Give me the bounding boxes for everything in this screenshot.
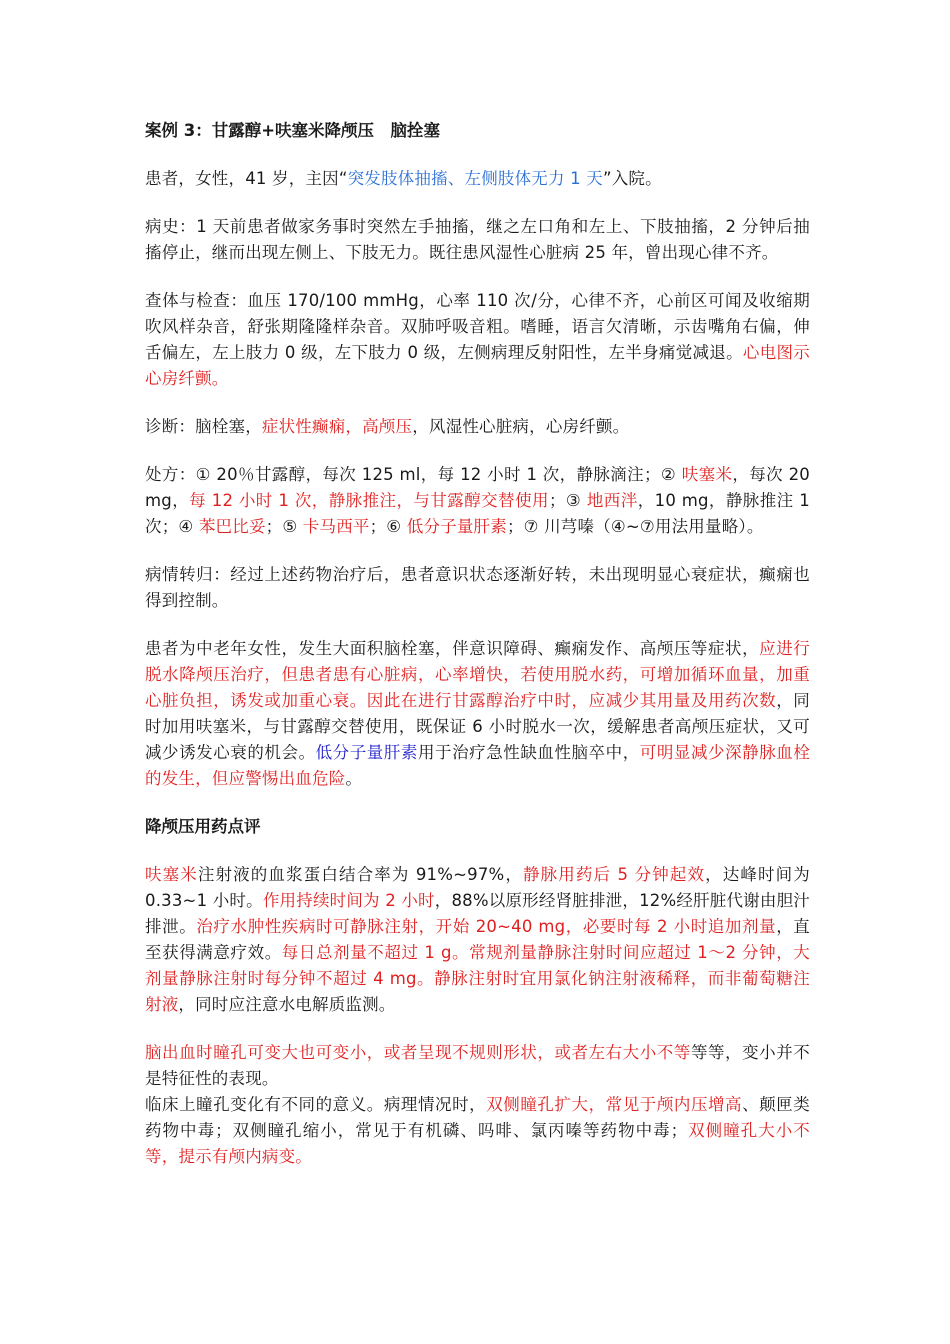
furosemide-text-5: ，同时应注意水电解质监测。 — [178, 995, 396, 1014]
history-paragraph: 病史：1 天前患者做家务事时突然左手抽搐，继之左口角和左上、下肢抽搐，2 分钟后抽搐停止，继而出现左侧上、下肢无力。既往患风湿性心脏病 25 年，曾出现心律不齐。 — [145, 217, 810, 262]
chief-complaint: 突发肢体抽搐、左侧肢体无力 1 天 — [347, 169, 603, 188]
analysis-paragraph — [145, 636, 810, 792]
patient-line — [145, 166, 810, 192]
rx-text-3: ；③ — [548, 491, 587, 510]
document-body — [145, 118, 810, 1192]
furosemide-name: 呋塞米 — [145, 865, 198, 884]
analysis-text-1: 患者为中老年女性，发生大面积脑栓塞，伴意识障碍、癫痫发作、高颅压等症状， — [145, 639, 760, 658]
diagnosis-paragraph — [145, 414, 810, 440]
rx-text-7: ；⑦ 川芎嗪（④~⑦用法用量略）。 — [506, 517, 764, 536]
furosemide-limits: 每日总剂量不超过 1 g。常规剂量静脉注射时间应超过 1～2 分钟，大剂量静脉注射时每分钟不超过 4 mg。静脉注射时宜用氯化钠注射液稀释，而非葡萄糖注射液 — [145, 943, 810, 1014]
rx-text-6: ；⑥ — [369, 517, 407, 536]
diagnosis-highlight: 症状性癫痫，高颅压 — [261, 417, 413, 436]
furosemide-text-4: ，直至获得满意疗效。 — [145, 917, 810, 962]
rx-text-5: ；⑤ — [265, 517, 303, 536]
prescription-paragraph — [145, 462, 810, 540]
furosemide-paragraph — [145, 862, 810, 1018]
furosemide-text-2: ，达峰时间为 0.33~1 小时。 — [145, 865, 810, 910]
patient-line-end: ”入院。 — [602, 169, 662, 188]
patient-line-text: 患者，女性，41 岁，主因“ — [145, 169, 348, 188]
case-title: 案例 3：甘露醇+呋塞米降颅压 脑拴塞 — [145, 121, 441, 140]
furosemide-dosing: 治疗水肿性疾病时可静脉注射，开始 20~40 mg，必要时每 2 小时追加剂量 — [196, 917, 777, 936]
analysis-highlight-2: 可明显减少深静脉血栓的发生，但应警惕出血危险 — [145, 743, 811, 788]
pupil-paragraph-1 — [145, 1040, 810, 1092]
rx-text-4: ，10 mg，静脉推注 1 次；④ — [145, 491, 811, 536]
exam-paragraph — [145, 288, 810, 392]
rx-drug-phenobarbital: 苯巴比妥 — [198, 517, 266, 536]
analysis-text-3: 用于治疗急性缺血性脑卒中， — [417, 743, 640, 762]
diagnosis-rest: ，风湿性心脏病，心房纤颤。 — [412, 417, 630, 436]
pupil-paragraph-2 — [145, 1092, 810, 1170]
analysis-highlight-1: 应进行脱水降颅压治疗，但患者患有心脏病，心率增快，若使用脱水药，可增加循环血量，加重心脏负担，诱发或加重心衰。因此在进行甘露醇治疗中时，应减少其用量及用药次数 — [145, 639, 810, 710]
furosemide-duration: 作用持续时间为 2 小时 — [262, 891, 435, 910]
rx-furosemide-usage: 每 12 小时 1 次，静脉推注，与甘露醇交替使用 — [189, 491, 549, 510]
analysis-text-2: ，同时加用呋塞米，与甘露醇交替使用，既保证 6 小时脱水一次，缓解患者高颅压症状，又可减少诱发心衰的机会。 — [145, 691, 810, 762]
rx-text-2: ，每次 20 mg， — [145, 465, 810, 510]
outcome-paragraph: 病情转归：经过上述药物治疗后，患者意识状态逐渐好转，未出现明显心衰症状，癫痫也得到控制。 — [145, 565, 810, 610]
furosemide-text-3: ，88%以原形经肾脏排泄，12%经肝脏代谢由胆汁排泄。 — [145, 891, 810, 936]
pupil-text-2: 临床上瞳孔变化有不同的意义。病理情况时， — [145, 1095, 487, 1114]
rx-drug-lmwh: 低分子量肝素 — [406, 517, 507, 536]
rx-text-1: 处方：① 20％甘露醇，每次 125 ml，每 12 小时 1 次，静脉滴注；② — [145, 465, 682, 484]
pupil-highlight-1: 脑出血时瞳孔可变大也可变小，或者呈现不规则形状，或者左右大小不等 — [145, 1043, 691, 1062]
rx-drug-diazepam: 地西泮 — [586, 491, 638, 510]
furosemide-text-1: 注射液的血浆蛋白结合率为 91%~97%， — [197, 865, 523, 884]
diagnosis-text: 诊断：脑栓塞， — [145, 417, 262, 436]
section-title: 降颅压用药点评 — [145, 817, 261, 836]
analysis-lmwh: 低分子量肝素 — [315, 743, 418, 762]
pupil-highlight-2: 双侧瞳孔扩大，常见于颅内压增高 — [486, 1095, 743, 1114]
pupil-text-1: 等等，变小并不是特征性的表现。 — [145, 1043, 810, 1088]
pupil-text-3: 、颠匣类药物中毒；双侧瞳孔缩小，常见于有机磷、吗啡、氯丙嗪等药物中毒； — [145, 1095, 811, 1140]
furosemide-onset: 静脉用药后 5 分钟起效 — [523, 865, 706, 884]
pupil-highlight-3: 双侧瞳孔大小不等，提示有颅内病变。 — [145, 1121, 810, 1166]
exam-text: 查体与检查：血压 170/100 mmHg，心率 110 次/分，心律不齐，心前区可闻及收缩期吹风样杂音，舒张期隆隆样杂音。双肺呼吸音粗。嗜睡，语言欠清晰，示齿嘴角右偏，伸舌偏左，左上肢力 0 级，左下肢力 0 级，左侧病理反射阳性，左半身痛觉减退。 — [145, 291, 810, 362]
ecg-finding: 心电图示心房纤颤。 — [145, 343, 810, 388]
rx-drug-furosemide: 呋塞米 — [681, 465, 733, 484]
rx-drug-carbamazepine: 卡马西平 — [302, 517, 370, 536]
analysis-text-4: 。 — [345, 769, 363, 788]
